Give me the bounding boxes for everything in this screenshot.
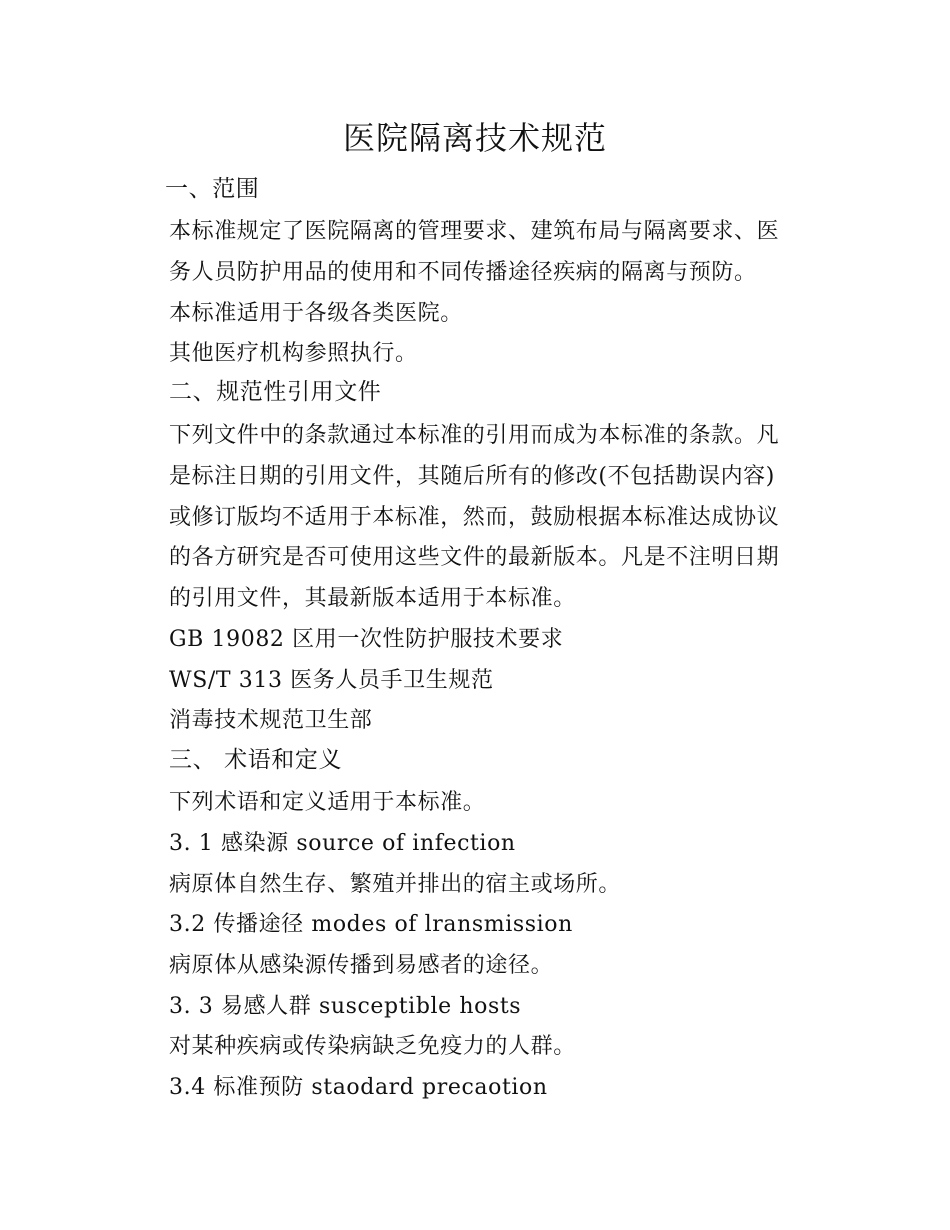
- term-3-2-definition: 病原体从感染源传播到易感者的途径。: [169, 953, 554, 978]
- section-1-paragraph-1-line-1: 本标准规定了医院隔离的管理要求、建筑布局与隔离要求、医: [169, 219, 780, 244]
- section-2-paragraph-line-1: 下列文件中的条款通过本标准的引用而成为本标准的条款。凡: [169, 423, 780, 448]
- section-1-paragraph-2: 本标准适用于各级各类医院。: [169, 301, 463, 326]
- section-2-paragraph-line-3: 或修订版均不适用于本标准，然而，鼓励根据本标准达成协议: [169, 505, 780, 530]
- term-3-3-heading: 3. 3 易感人群 susceptible hosts: [169, 994, 522, 1019]
- section-1-heading: 一、范围: [165, 176, 260, 202]
- section-2-paragraph-line-4: 的各方研究是否可使用这些文件的最新版本。凡是不注明日期: [169, 545, 780, 570]
- term-3-1-definition: 病原体自然生存、繁殖并排出的宿主或场所。: [169, 872, 622, 897]
- reference-ws-t-313: WS/T 313 医务人员手卫生规范: [169, 668, 494, 693]
- term-3-1-heading: 3. 1 感染源 source of infection: [169, 831, 516, 856]
- term-3-2-heading: 3.2 传播途径 modes of lransmission: [169, 912, 573, 937]
- section-2-paragraph-line-2: 是标注日期的引用文件，其随后所有的修改(不包括勘误内容): [169, 464, 775, 489]
- section-2-heading: 二、规范性引用文件: [169, 379, 382, 405]
- section-1-paragraph-3: 其他医疗机构参照执行。: [169, 341, 418, 366]
- section-3-heading: 三、 术语和定义: [169, 747, 343, 773]
- reference-disinfection-spec: 消毒技术规范卫生部: [169, 708, 373, 733]
- page-title: 医院隔离技术规范: [342, 119, 607, 157]
- section-3-intro: 下列术语和定义适用于本标准。: [169, 790, 486, 815]
- section-2-paragraph-line-5: 的引用文件，其最新版本适用于本标准。: [169, 586, 576, 611]
- term-3-3-definition: 对某种疾病或传染病缺乏免疫力的人群。: [169, 1034, 576, 1059]
- section-1-paragraph-1-line-2: 务人员防护用品的使用和不同传播途径疾病的隔离与预防。: [169, 260, 757, 285]
- term-3-4-heading: 3.4 标准预防 staodard precaotion: [169, 1075, 548, 1100]
- reference-gb-19082: GB 19082 区用一次性防护服技术要求: [169, 627, 564, 652]
